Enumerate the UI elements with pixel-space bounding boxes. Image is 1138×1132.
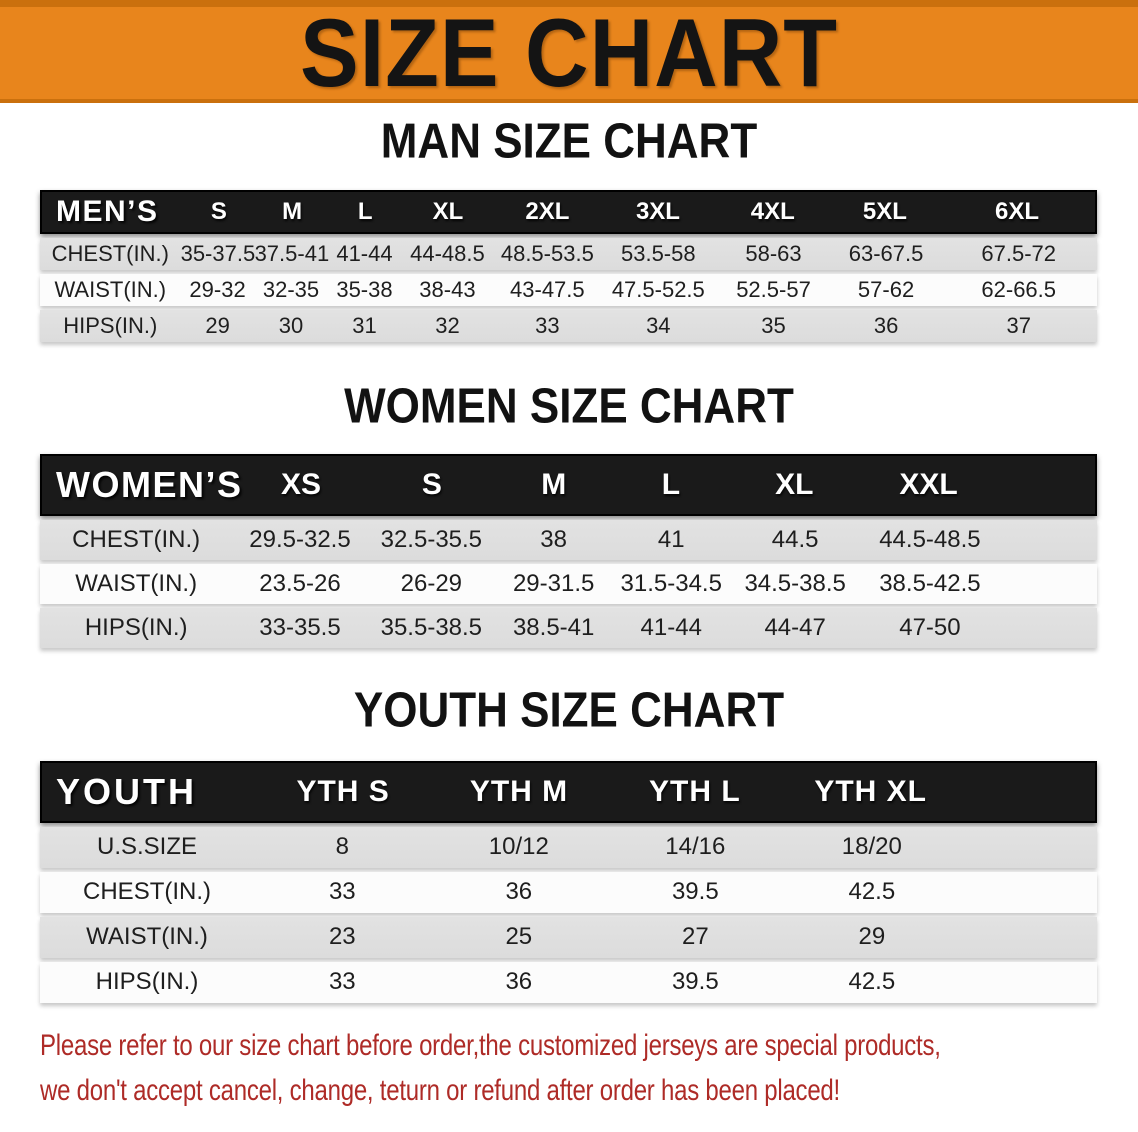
value-cell: 35-37.5 bbox=[180, 240, 256, 266]
value-cell: 31.5-34.5 bbox=[620, 570, 722, 598]
value-cell: 26-29 bbox=[400, 570, 463, 598]
youth-size-table bbox=[40, 761, 1097, 1003]
value-cell: 41 bbox=[657, 526, 685, 554]
row-label: U.S.SIZE bbox=[97, 833, 198, 861]
column-header: S bbox=[421, 468, 442, 502]
value-cell: 34 bbox=[646, 312, 671, 338]
column-header: XL bbox=[432, 197, 464, 225]
value-cell: 8 bbox=[335, 833, 349, 861]
row-label: WAIST(IN.) bbox=[86, 923, 208, 951]
value-cell: 38 bbox=[540, 526, 567, 554]
value-cell: 29-32 bbox=[189, 276, 246, 302]
table-row bbox=[40, 917, 1097, 958]
value-cell: 18/20 bbox=[841, 833, 902, 861]
value-cell: 35 bbox=[761, 312, 786, 338]
column-header: YTH S bbox=[296, 774, 390, 808]
column-header: YTH M bbox=[469, 774, 569, 808]
value-cell: 27 bbox=[681, 923, 709, 951]
row-label: WAIST(IN.) bbox=[75, 570, 198, 598]
value-cell: 63-67.5 bbox=[848, 240, 924, 266]
value-cell: 37.5-41 bbox=[254, 240, 330, 266]
value-cell: 38.5-41 bbox=[512, 614, 595, 642]
row-label: HIPS(IN.) bbox=[63, 312, 158, 338]
value-cell: 23 bbox=[328, 923, 356, 951]
row-label: HIPS(IN.) bbox=[95, 968, 199, 996]
value-cell: 44-48.5 bbox=[410, 240, 485, 266]
value-cell: 29-31.5 bbox=[512, 570, 595, 598]
banner bbox=[0, 0, 1138, 107]
table-row bbox=[40, 564, 1097, 604]
column-header: 2XL bbox=[525, 197, 570, 225]
value-cell: 41-44 bbox=[640, 614, 702, 642]
value-cell: 38-43 bbox=[419, 276, 476, 302]
value-cell: 57-62 bbox=[857, 276, 915, 302]
value-cell: 41-44 bbox=[336, 240, 393, 266]
value-cell: 53.5-58 bbox=[620, 240, 696, 266]
column-header: 3XL bbox=[635, 197, 680, 225]
value-cell: 42.5 bbox=[848, 878, 896, 906]
row-label: CHEST(IN.) bbox=[72, 526, 201, 554]
table-row bbox=[40, 962, 1097, 1003]
youth-table-header-row bbox=[40, 761, 1097, 823]
men-size-table bbox=[40, 190, 1097, 342]
table-row bbox=[40, 238, 1097, 270]
men-section-heading: MAN SIZE CHART bbox=[380, 113, 758, 169]
value-cell: 42.5 bbox=[848, 968, 896, 996]
table-row bbox=[40, 872, 1097, 913]
women-table-corner-label: WOMEN’S bbox=[56, 464, 243, 506]
size-chart-sections bbox=[0, 113, 1138, 1003]
value-cell: 30 bbox=[278, 312, 304, 338]
value-cell: 38.5-42.5 bbox=[879, 570, 981, 598]
column-header: XL bbox=[775, 468, 814, 502]
value-cell: 44-47 bbox=[764, 614, 826, 642]
value-cell: 44.5 bbox=[771, 526, 819, 554]
value-cell: 47.5-52.5 bbox=[611, 276, 705, 302]
value-cell: 37 bbox=[1006, 312, 1031, 338]
men-table-corner-label: MEN’S bbox=[56, 194, 159, 228]
value-cell: 34.5-38.5 bbox=[744, 570, 846, 598]
women-size-table bbox=[40, 454, 1097, 648]
value-cell: 36 bbox=[505, 968, 533, 996]
value-cell: 48.5-53.5 bbox=[500, 240, 594, 266]
value-cell: 35.5-38.5 bbox=[380, 614, 483, 642]
value-cell: 33 bbox=[535, 312, 560, 338]
value-cell: 47-50 bbox=[899, 614, 961, 642]
value-cell: 14/16 bbox=[665, 833, 726, 861]
row-label: HIPS(IN.) bbox=[84, 614, 188, 642]
column-header: L bbox=[661, 468, 681, 502]
column-header: XXL bbox=[899, 468, 958, 502]
value-cell: 36 bbox=[505, 878, 533, 906]
value-cell: 44.5-48.5 bbox=[879, 526, 981, 554]
table-row bbox=[40, 310, 1097, 342]
value-cell: 32.5-35.5 bbox=[380, 526, 483, 554]
value-cell: 23.5-26 bbox=[259, 570, 341, 598]
column-header: L bbox=[357, 197, 373, 225]
value-cell: 35-38 bbox=[336, 276, 393, 302]
column-header: YTH XL bbox=[814, 774, 927, 808]
value-cell: 29.5-32.5 bbox=[249, 526, 351, 554]
table-row bbox=[40, 827, 1097, 868]
youth-section-heading: YOUTH SIZE CHART bbox=[353, 683, 785, 739]
value-cell: 36 bbox=[873, 312, 899, 338]
value-cell: 58-63 bbox=[745, 240, 802, 266]
column-header: M bbox=[282, 197, 303, 225]
value-cell: 32 bbox=[435, 312, 460, 338]
row-label: CHEST(IN.) bbox=[83, 878, 212, 906]
column-header: 6XL bbox=[995, 197, 1040, 225]
column-header: XS bbox=[281, 468, 322, 502]
value-cell: 29 bbox=[858, 923, 886, 951]
youth-table-corner-label: YOUTH bbox=[56, 770, 197, 812]
women-table-header-row bbox=[40, 454, 1097, 516]
value-cell: 52.5-57 bbox=[736, 276, 811, 302]
notice-line-1: Please refer to our size chart before order,the customized jerseys are special products, bbox=[40, 1028, 941, 1062]
footer-notice bbox=[40, 1023, 1118, 1113]
column-header: 5XL bbox=[862, 197, 907, 225]
value-cell: 29 bbox=[205, 312, 230, 338]
value-cell: 32-35 bbox=[262, 276, 320, 302]
row-label: WAIST(IN.) bbox=[54, 276, 167, 302]
value-cell: 33-35.5 bbox=[259, 614, 341, 642]
value-cell: 43-47.5 bbox=[510, 276, 585, 302]
women-section-heading: WOMEN SIZE CHART bbox=[344, 378, 794, 434]
value-cell: 33 bbox=[328, 878, 356, 906]
table-row bbox=[40, 274, 1097, 306]
column-header: S bbox=[210, 197, 227, 225]
value-cell: 39.5 bbox=[671, 878, 719, 906]
value-cell: 31 bbox=[352, 312, 377, 338]
row-label: CHEST(IN.) bbox=[51, 240, 169, 266]
page-title: SIZE CHART bbox=[300, 0, 838, 107]
column-header: YTH L bbox=[648, 774, 741, 808]
value-cell: 10/12 bbox=[488, 833, 549, 861]
value-cell: 39.5 bbox=[671, 968, 719, 996]
table-row bbox=[40, 520, 1097, 560]
value-cell: 33 bbox=[328, 968, 356, 996]
value-cell: 25 bbox=[505, 923, 533, 951]
value-cell: 67.5-72 bbox=[981, 240, 1057, 266]
table-row bbox=[40, 608, 1097, 648]
column-header: M bbox=[541, 468, 567, 502]
notice-line-2: we don't accept cancel, change, teturn or refund after order has been placed! bbox=[40, 1073, 840, 1107]
value-cell: 62-66.5 bbox=[981, 276, 1057, 302]
men-table-header-row bbox=[40, 190, 1097, 234]
column-header: 4XL bbox=[750, 197, 795, 225]
